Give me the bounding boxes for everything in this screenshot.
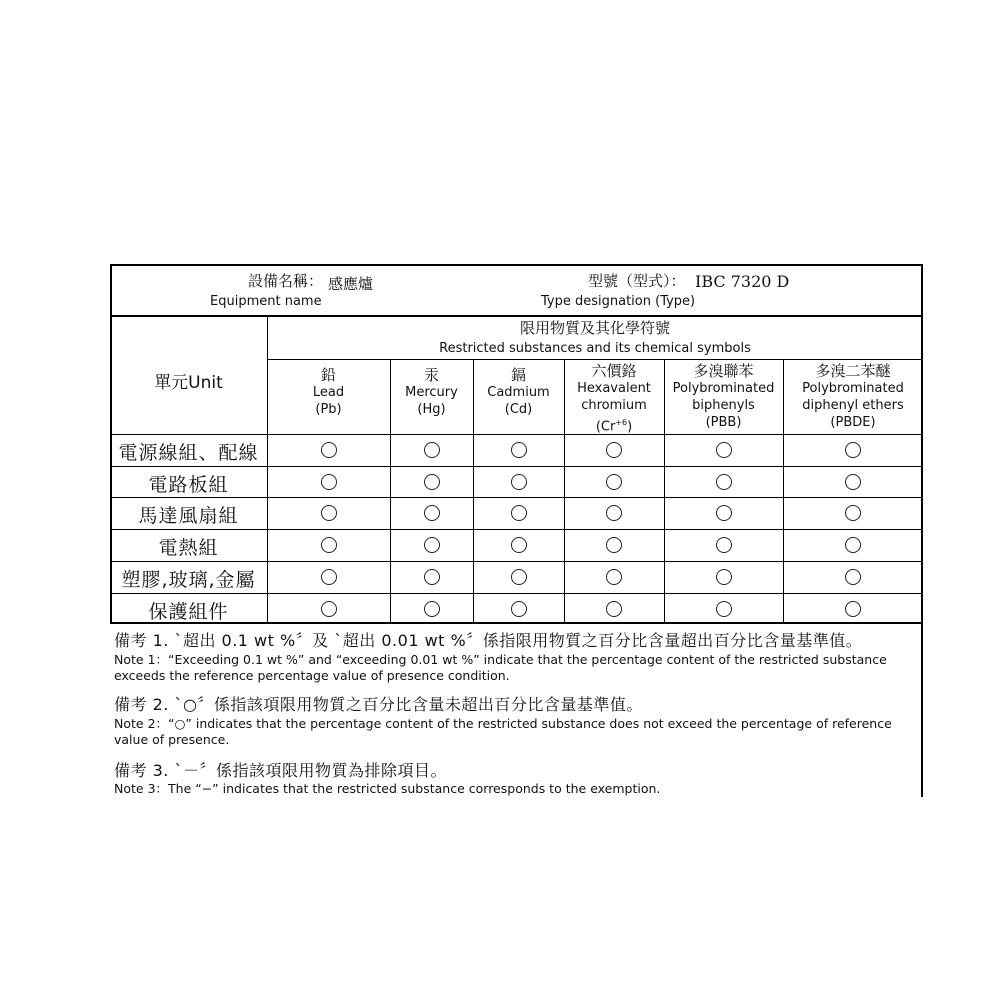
presence-mark bbox=[321, 537, 337, 553]
divider bbox=[110, 315, 923, 317]
presence-mark bbox=[716, 505, 732, 521]
substance-cn: 鎘 bbox=[510, 366, 526, 384]
presence-mark bbox=[716, 569, 732, 585]
presence-mark bbox=[321, 569, 337, 585]
rohs-declaration-table bbox=[110, 264, 923, 797]
presence-mark bbox=[716, 537, 732, 553]
presence-mark bbox=[321, 505, 337, 521]
row-unit-label: 電源線組、配線 bbox=[118, 442, 259, 464]
substance-symbol: (Hg) bbox=[417, 402, 446, 417]
substance-header-chromium bbox=[564, 362, 664, 435]
substance-header-lead bbox=[267, 366, 390, 418]
presence-mark bbox=[321, 601, 337, 617]
presence-mark bbox=[424, 601, 440, 617]
unit-column-divider bbox=[267, 316, 268, 624]
presence-mark bbox=[321, 474, 337, 490]
substance-header-pbb bbox=[664, 362, 783, 431]
substance-en: Polybrominated bbox=[672, 381, 775, 396]
restricted-title-cn: 限用物質及其化學符號 bbox=[519, 319, 670, 337]
presence-mark bbox=[511, 474, 527, 490]
presence-mark bbox=[716, 474, 732, 490]
substance-header-mercury bbox=[390, 366, 473, 418]
presence-mark bbox=[424, 474, 440, 490]
equipment-label-en: Equipment name bbox=[210, 294, 322, 309]
substance-en: Polybrominated bbox=[802, 381, 904, 396]
presence-mark bbox=[845, 569, 861, 585]
presence-mark bbox=[606, 442, 622, 458]
substance-symbol: (PBB) bbox=[705, 415, 742, 430]
note-2-cn: 備考 2. ˋ○〞係指該項限用物質之百分比含量未超出百分比含量基準值。 bbox=[114, 695, 643, 714]
row-unit-label: 電路板組 bbox=[148, 473, 229, 496]
row-divider bbox=[110, 497, 923, 498]
presence-mark bbox=[511, 505, 527, 521]
note-3-cn: 備考 3. ˋ－〞係指該項限用物質為排除項目。 bbox=[114, 761, 447, 780]
presence-mark bbox=[845, 474, 861, 490]
substance-symbol: (Cd) bbox=[504, 402, 533, 417]
presence-mark bbox=[606, 537, 622, 553]
substance-cn: 多溴二苯醚 bbox=[815, 362, 891, 380]
presence-mark bbox=[511, 601, 527, 617]
note-1-en: Note 1：“Exceeding 0.1 wt %” and “exceeding 0.01 wt %” indicate that the percentage content of the restricted substance exceeds the reference percentage value of presence condition. bbox=[114, 652, 887, 683]
presence-mark bbox=[424, 537, 440, 553]
presence-mark bbox=[424, 569, 440, 585]
substance-cn: 鉛 bbox=[320, 366, 336, 384]
notes-right-border bbox=[921, 624, 923, 797]
presence-mark bbox=[606, 569, 622, 585]
row-unit-label: 塑膠,玻璃,金屬 bbox=[121, 568, 256, 591]
presence-mark bbox=[424, 442, 440, 458]
equipment-value: 感應爐 bbox=[328, 275, 374, 293]
presence-mark bbox=[606, 474, 622, 490]
substance-en-2: chromium bbox=[581, 398, 647, 413]
presence-mark bbox=[845, 442, 861, 458]
note-1-cn: 備考 1. ˋ超出 0.1 wt %〞及 ˋ超出 0.01 wt %〞係指限用物質之百分比含量超出百分比含量基準值。 bbox=[114, 631, 863, 650]
note-2-en: Note 2：“○” indicates that the percentage content of the restricted substance does not exceed the percentage of reference value of presence. bbox=[114, 716, 892, 747]
presence-mark bbox=[511, 442, 527, 458]
substance-symbol: $(Cr^{+6})$ bbox=[595, 418, 633, 435]
presence-mark bbox=[716, 601, 732, 617]
divider bbox=[110, 434, 923, 435]
presence-mark bbox=[716, 442, 732, 458]
type-value: IBC 7320 D bbox=[695, 272, 790, 291]
presence-mark bbox=[845, 537, 861, 553]
substance-cn: 汞 bbox=[423, 366, 439, 384]
type-label-cn: 型號（型式）： bbox=[588, 272, 686, 290]
restricted-title-en: Restricted substances and its chemical symbols bbox=[439, 341, 751, 356]
substance-symbol: (PBDE) bbox=[830, 415, 876, 430]
equipment-label-cn: 設備名稱： bbox=[248, 272, 324, 290]
substance-en-2: diphenyl ethers bbox=[802, 398, 904, 413]
presence-mark bbox=[424, 505, 440, 521]
substance-en: Mercury bbox=[405, 385, 458, 400]
row-divider bbox=[110, 466, 923, 467]
unit-header: 單元Unit bbox=[154, 373, 223, 393]
substance-en: Lead bbox=[312, 385, 345, 400]
substance-en: Cadmium bbox=[487, 385, 550, 400]
divider bbox=[267, 359, 923, 360]
presence-mark bbox=[511, 569, 527, 585]
substance-symbol: (Pb) bbox=[315, 402, 342, 417]
presence-mark bbox=[606, 601, 622, 617]
substance-cn: 六價鉻 bbox=[591, 362, 637, 380]
row-unit-label: 電熱組 bbox=[158, 537, 219, 560]
row-unit-label: 保護組件 bbox=[148, 600, 229, 623]
presence-mark bbox=[511, 537, 527, 553]
presence-mark bbox=[845, 601, 861, 617]
row-divider bbox=[110, 561, 923, 562]
substance-cn: 多溴聯苯 bbox=[693, 362, 754, 380]
substance-header-cadmium bbox=[473, 366, 564, 418]
row-divider bbox=[110, 593, 923, 594]
substance-en-2: biphenyls bbox=[692, 398, 755, 413]
presence-mark bbox=[321, 442, 337, 458]
note-3-en: Note 3：The “−” indicates that the restricted substance corresponds to the exemption. bbox=[114, 781, 661, 796]
substance-header-pbde bbox=[783, 362, 923, 431]
row-divider bbox=[110, 529, 923, 530]
row-unit-label: 馬達風扇組 bbox=[138, 505, 239, 528]
substance-en: Hexavalent bbox=[577, 381, 651, 396]
type-label-en: Type designation (Type) bbox=[541, 294, 696, 309]
